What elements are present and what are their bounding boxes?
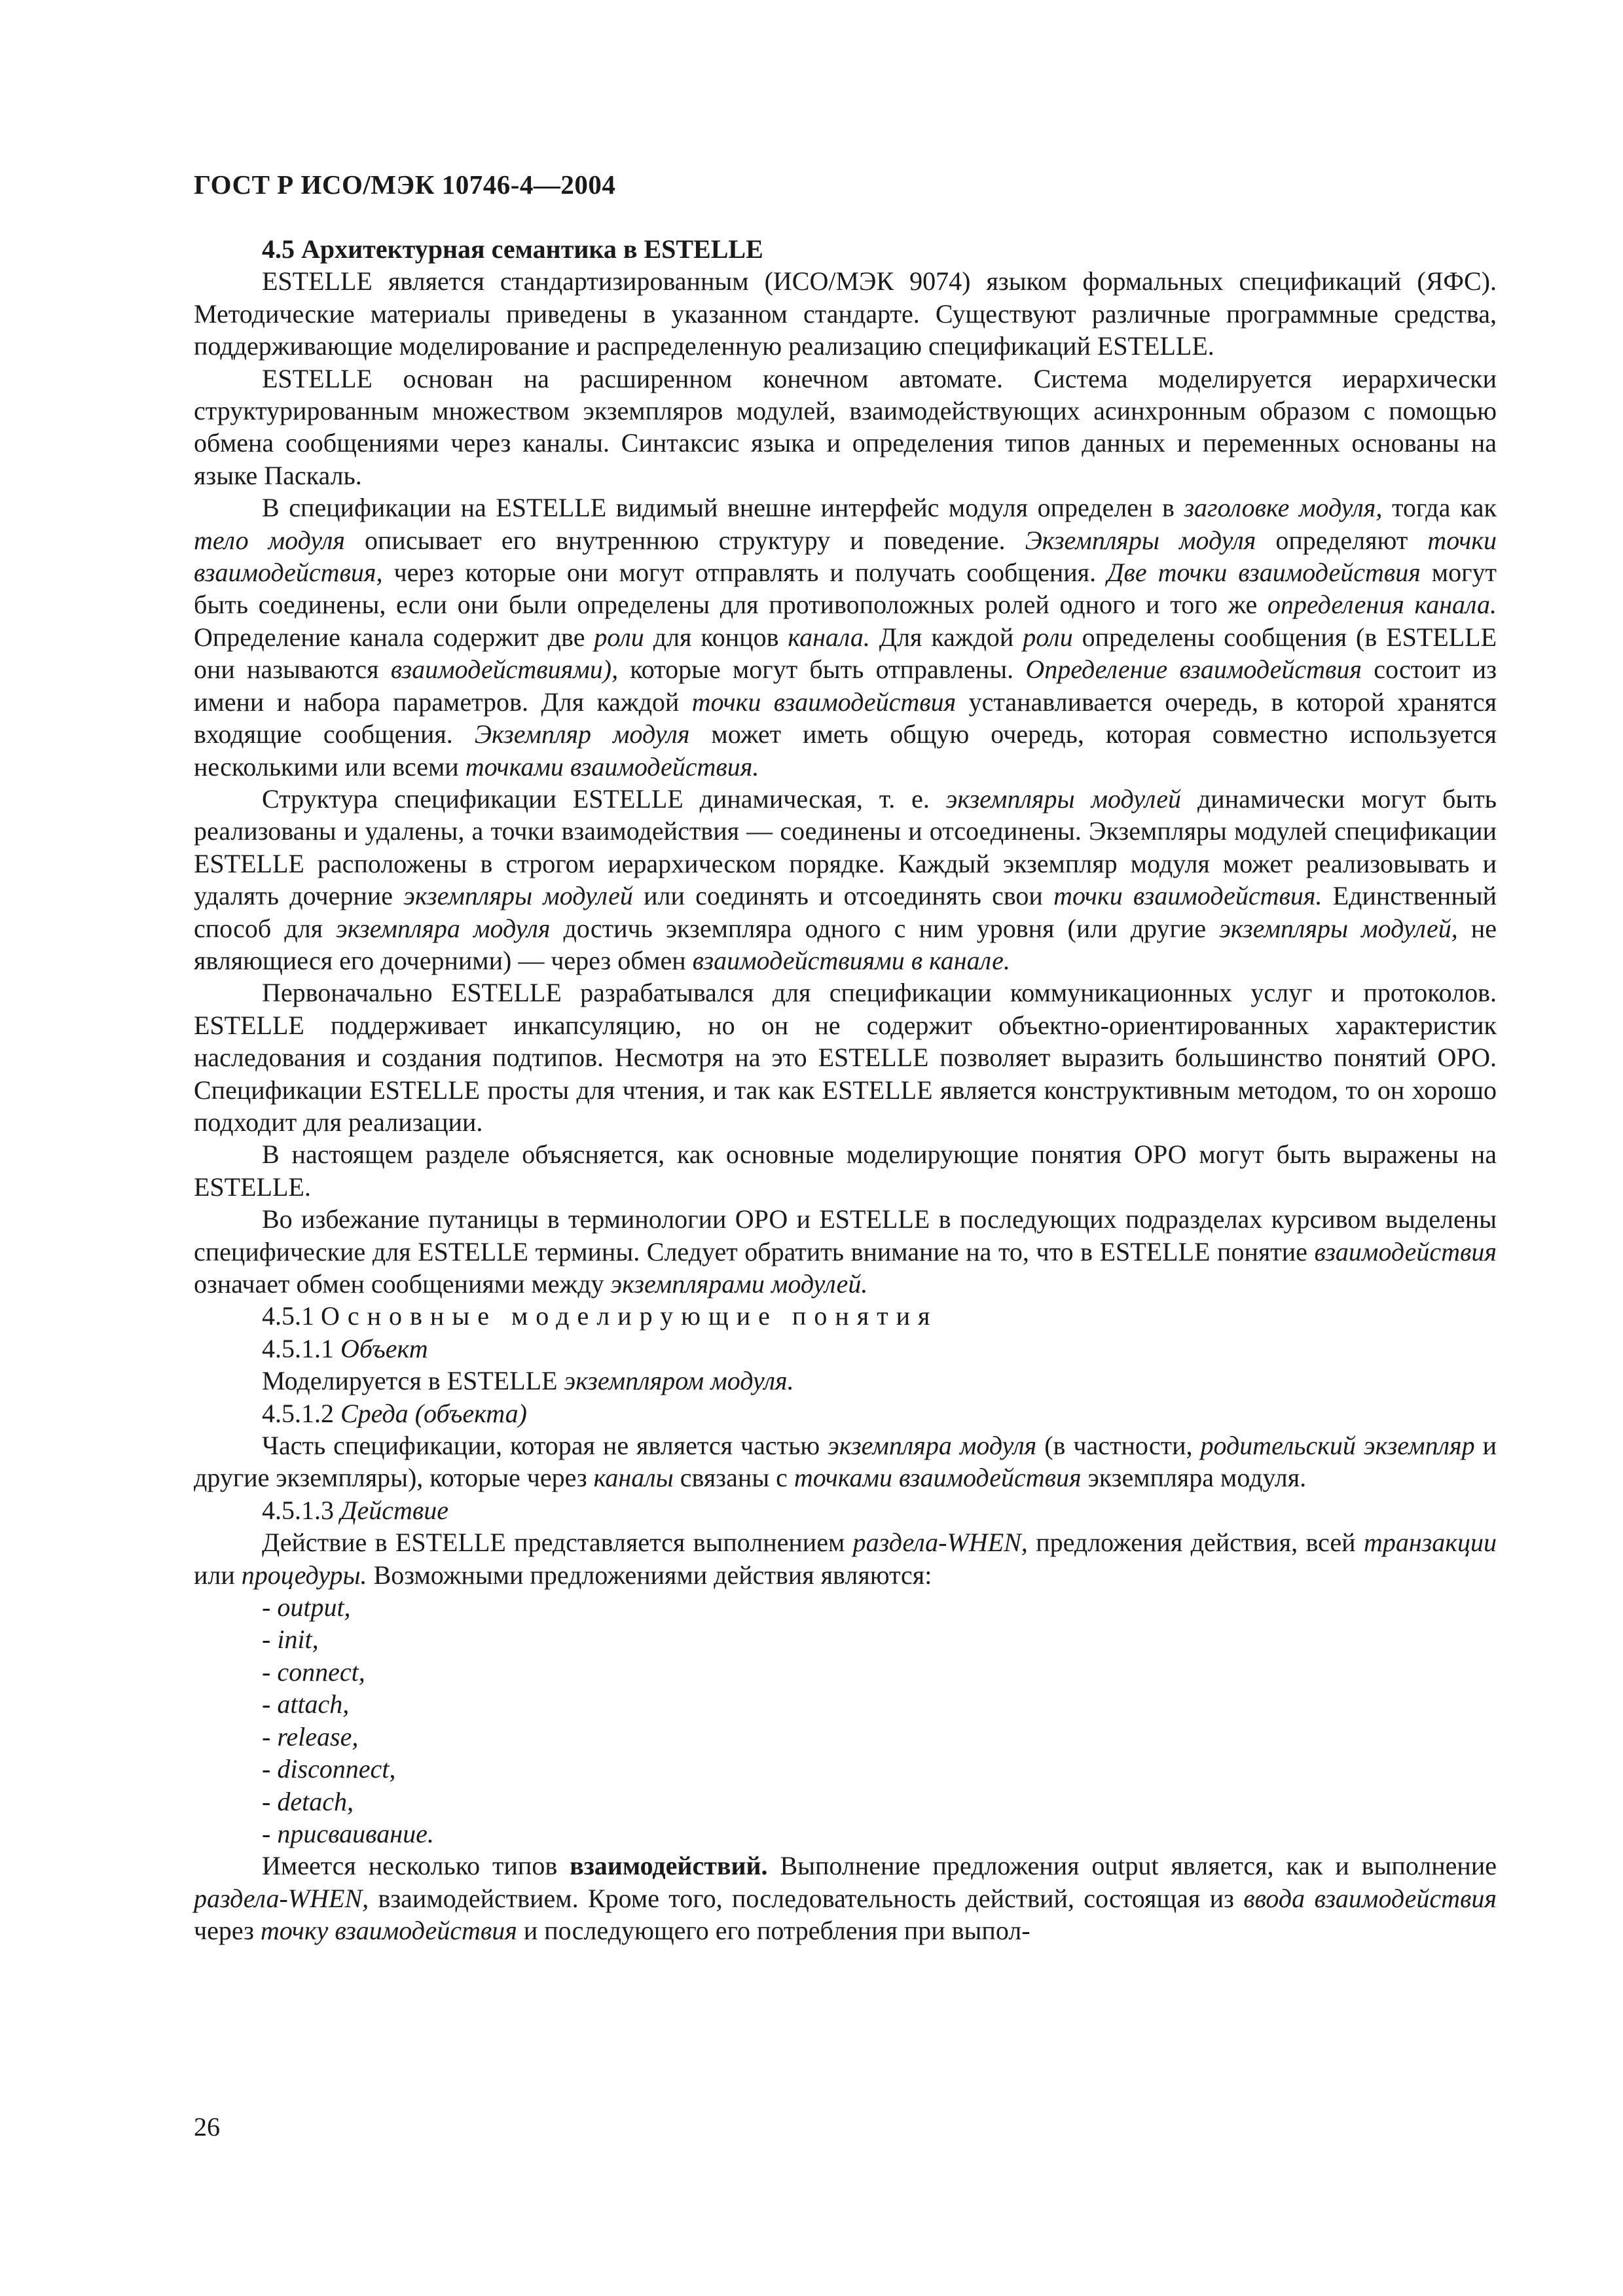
document-body (194, 233, 1497, 1947)
paragraph: ESTELLE является стандартизированным (ИСО/МЭК 9074) языком формальных спецификаций (ЯФС). Методические материалы приведены в указанном стандарте. Существуют различные программные средства, поддерживающие моделирование и распределенную реализацию спецификаций ESTELLE. (194, 266, 1497, 361)
text-run: Для каждой (869, 622, 1023, 652)
subsection-number: 4.5.1 (262, 1301, 314, 1331)
italic-term: заголовке модуля, (1184, 493, 1383, 523)
italic-term: канала. (788, 622, 870, 652)
italic-term: взаимодействия (1314, 1236, 1497, 1266)
text-run: Выполнение предложения output является, как и выполнение (767, 1851, 1497, 1881)
text-run: Единственный способ для (194, 881, 1497, 943)
text-run: Часть спецификации, которая не является частью (262, 1431, 828, 1461)
text-run: через которые они могут отправлять и получать сообщения. (382, 558, 1108, 588)
subsection-number: 4.5.1.3 (262, 1495, 334, 1525)
italic-term: процедуры. (241, 1560, 367, 1590)
italic-term: транзакции (1363, 1528, 1497, 1558)
italic-term: взаимодействиями в канале. (692, 945, 1010, 975)
paragraph: Первоначально ESTELLE разрабатывался для спецификации коммуникационных услуг и протоколов. ESTELLE поддерживает инкапсуляцию, но он не содержит объектно-ориентированных характеристик наследования и создания подтипов. Несмотря на это ESTELLE позволяет выразить большинство понятий ОРО. Спецификации ESTELLE просты для чтения, и так как ESTELLE является конструктивным методом, то он хорошо подходит для реализации. (194, 978, 1497, 1137)
paragraph (194, 1203, 1497, 1300)
paragraph (194, 1429, 1497, 1494)
text-run: могут быть соединены, если они были определены для противоположных ролей одного и того же (194, 558, 1497, 620)
list-item: - connect, (262, 1657, 365, 1687)
paragraph (194, 1365, 1497, 1397)
italic-term: экземпляры модулей, (1219, 913, 1458, 943)
italic-term: Экземпляры модуля (1025, 525, 1256, 555)
italic-term: точку взаимодействия (260, 1916, 517, 1946)
italic-term: Две точки взаимодействия (1107, 558, 1421, 588)
text-run: предложения действия, всей (1027, 1528, 1364, 1558)
text-run: определены сообщения (в ESTELLE они называются (194, 622, 1497, 685)
paragraph: ESTELLE основан на расширенном конечном автомате. Система моделируется иерархически структурированным множеством экземпляров модулей, взаимодействующих асинхронным образом с помощью обмена сообщениями через каналы. Синтаксис языка и определения типов данных и переменных основаны на языке Паскаль. (194, 363, 1497, 490)
text-run: определяют (1256, 525, 1428, 555)
text-run: экземпляра модуля. (1081, 1463, 1307, 1493)
text-run: динамически могут быть реализованы и удалены, а точки взаимодействия — соединены и отсоединены. Экземпляры модулей спецификации ESTELLE расположены в строгом иерархическом порядке. Каждый экземпляр модуля может реализовывать и удалять дочерние (194, 783, 1497, 911)
text-run: или соединять и отсоединять свои (632, 881, 1054, 911)
text-run: не являющиеся его дочерними) — через обмен (194, 913, 1497, 975)
text-run: или (194, 1560, 242, 1590)
italic-term: роли (594, 622, 644, 652)
italic-term: точки взаимодействия, (194, 525, 1497, 588)
italic-term: раздела-WHEN, (194, 1883, 369, 1913)
italic-term: родительский экземпляр (1200, 1431, 1475, 1461)
italic-term: Определение взаимодействия (1025, 655, 1362, 685)
italic-term: экземпляры модулей (945, 783, 1182, 814)
subsection-title: Среда (объекта) (340, 1398, 527, 1428)
italic-term: точки взаимодействия. (1053, 881, 1322, 911)
italic-term: тело модуля (194, 525, 346, 555)
text-run: означает обмен сообщениями между (194, 1269, 611, 1299)
italic-term: экземпляром модуля. (564, 1366, 794, 1396)
text-run: Действие в ESTELLE представляется выполнением (262, 1528, 853, 1558)
section-heading (194, 233, 1497, 265)
text-run: Имеется несколько типов (262, 1851, 570, 1881)
subsection-heading (194, 1494, 1497, 1526)
text-run: устанавливается очередь, в которой хранятся входящие сообщения. (194, 687, 1497, 749)
subsection-title: Основные моделирующие понятия (321, 1301, 938, 1331)
italic-term: взаимодействиями), (390, 655, 619, 685)
list-item: - detach, (262, 1786, 354, 1816)
list-item: - init, (262, 1624, 319, 1655)
text-run: через (194, 1916, 261, 1946)
subsection-title: Действие (340, 1495, 448, 1525)
text-run: Возможными предложениями действия являются: (367, 1560, 932, 1590)
text-run: В спецификации на ESTELLE видимый внешне интерфейс модуля определен в (262, 493, 1184, 523)
text-run: которые могут быть отправлены. (618, 655, 1026, 685)
subsection-heading (194, 1333, 1497, 1365)
italic-term: точки взаимодействия (691, 687, 957, 717)
text-run: тогда как (1382, 493, 1497, 523)
text-run: Определение канала содержит две (194, 622, 594, 652)
paragraph (194, 492, 1497, 783)
page-number: 26 (194, 2112, 220, 2142)
list-item: - disconnect, (262, 1754, 396, 1784)
italic-term: экземпляра модуля (828, 1431, 1037, 1461)
text-run: Моделируется в ESTELLE (262, 1366, 564, 1396)
list-item: - присваивание. (262, 1818, 434, 1848)
italic-term: роли (1023, 622, 1073, 652)
list-item: - output, (262, 1592, 351, 1623)
italic-term: экземплярами модулей. (610, 1269, 868, 1299)
italic-term: определения канала. (1267, 590, 1497, 620)
subsection-heading (194, 1300, 1497, 1332)
italic-term: экземпляра модуля (336, 913, 551, 943)
paragraph (194, 783, 1497, 977)
text-run: и другие экземпляры), которые через (194, 1431, 1497, 1493)
italic-term: Экземпляр модуля (474, 719, 690, 749)
text-run: достичь экземпляра одного с ним уровня (или другие (550, 913, 1220, 943)
bold-term: взаимодействий. (570, 1851, 768, 1881)
paragraph (194, 1850, 1497, 1946)
subsection-heading (194, 1397, 1497, 1429)
text-run: может иметь общую очередь, которая совместно используется несколькими или всеми (194, 719, 1497, 781)
text-run: связаны с (673, 1463, 794, 1493)
italic-term: ввода взаимодействия (1243, 1883, 1497, 1913)
italic-term: раздела-WHEN, (852, 1528, 1028, 1558)
italic-term: экземпляры модулей (403, 881, 633, 911)
list-item: - attach, (262, 1689, 350, 1719)
italic-term: каналы (593, 1463, 674, 1493)
text-run: для концов (644, 622, 788, 652)
action-list (194, 1591, 1497, 1850)
paragraph (194, 1526, 1497, 1591)
section-heading-text: 4.5 Архитектурная семантика в ESTELLE (262, 234, 763, 264)
list-item: - release, (262, 1721, 359, 1751)
text-run: (в частности, (1036, 1431, 1201, 1461)
text-run: взаимодействием. Кроме того, последовательность действий, состоящая из (369, 1883, 1244, 1913)
document-header: ГОСТ Р ИСО/МЭК 10746-4—2004 (194, 170, 616, 200)
text-run: Во избежание путаницы в терминологии ОРО и ESTELLE в последующих подразделах курсивом выделены специфические для ESTELLE термины. Следует обратить внимание на то, что в ESTELLE понятие (194, 1204, 1497, 1266)
paragraph: В настоящем разделе объясняется, как основные моделирующие понятия ОРО могут быть выражены на ESTELLE. (194, 1139, 1497, 1202)
subsection-number: 4.5.1.2 (262, 1398, 334, 1428)
text-run: описывает его внутреннюю структуру и поведение. (345, 525, 1025, 555)
text-run: и последующего его потребления при выпол- (517, 1916, 1030, 1946)
subsection-title: Объект (340, 1333, 428, 1363)
subsection-number: 4.5.1.1 (262, 1333, 334, 1363)
text-run: состоит из имени и набора параметров. Для каждой (194, 655, 1497, 717)
italic-term: точками взаимодействия (793, 1463, 1082, 1493)
italic-term: точками взаимодействия. (465, 751, 759, 781)
text-run: Структура спецификации ESTELLE динамическая, т. е. (262, 783, 946, 814)
